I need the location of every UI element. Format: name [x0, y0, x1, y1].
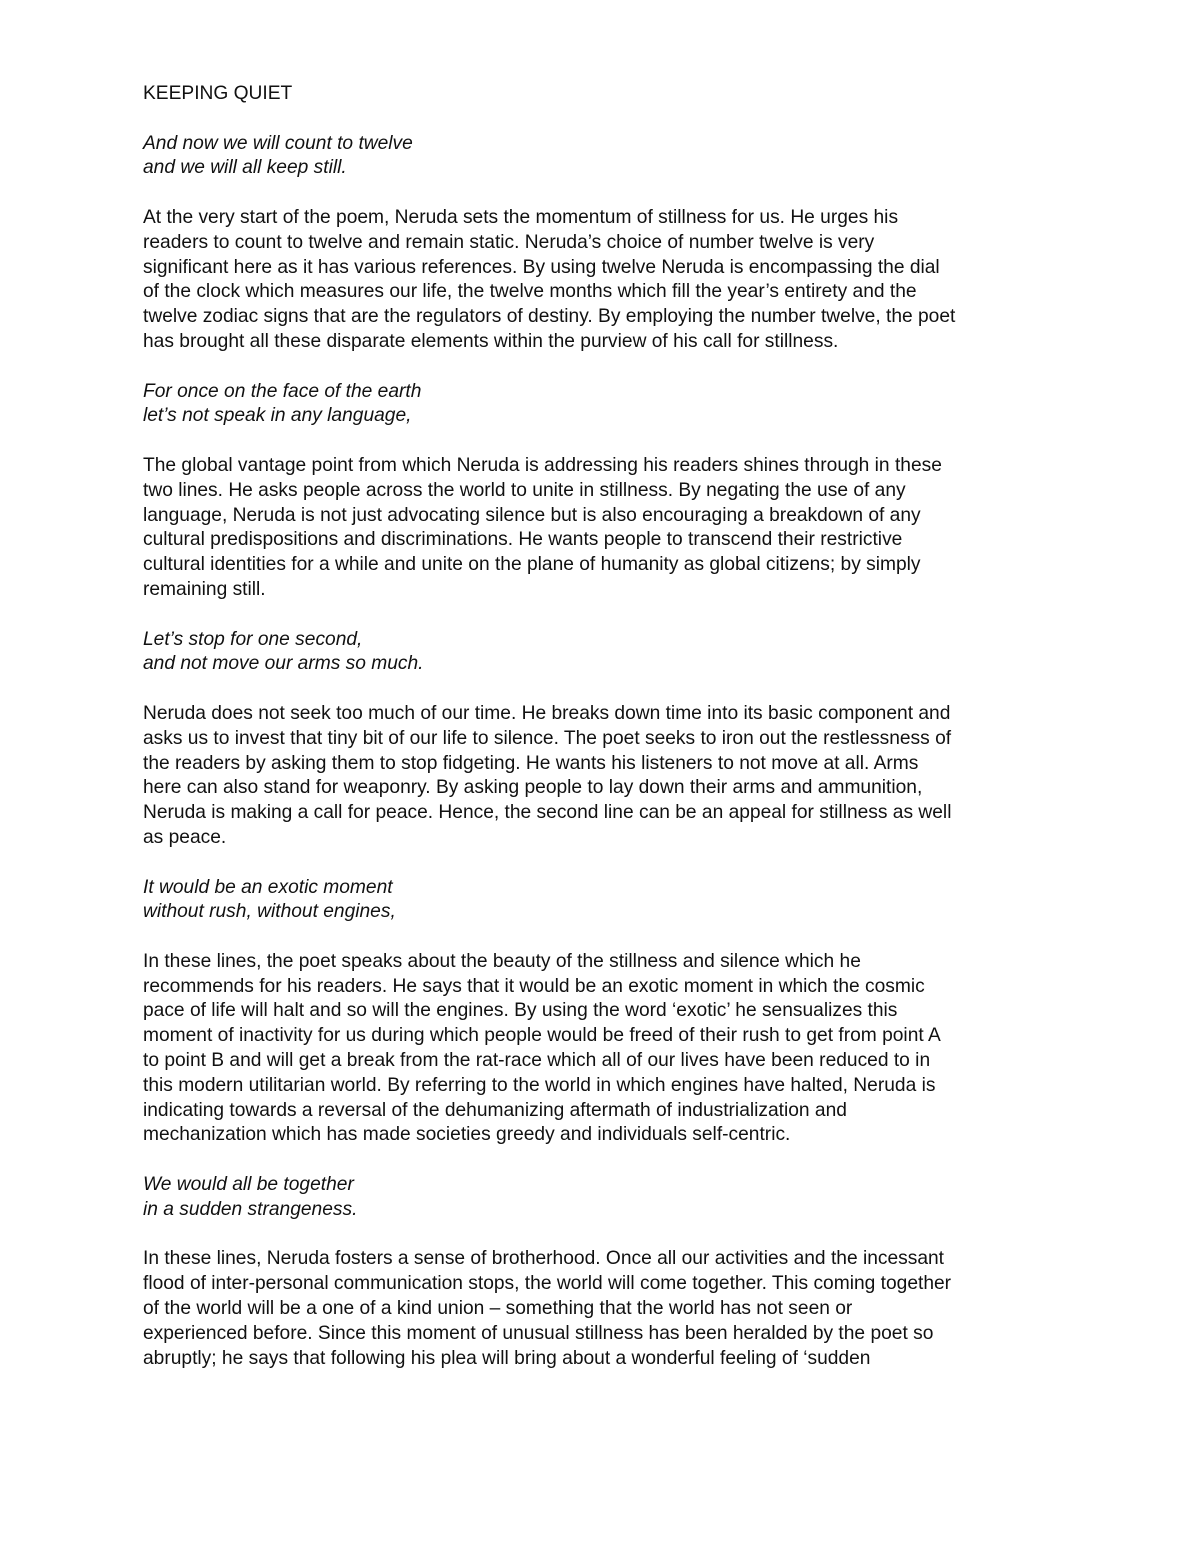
verse-line: For once on the face of the earth [143, 380, 422, 402]
text-line: of the clock which measures our life, the twelve months which fill the year’s entirety and the [143, 281, 917, 303]
text-line: cultural predispositions and discriminations. He wants people to transcend their restrictive [143, 529, 903, 551]
verse-line: Let’s stop for one second, [143, 628, 363, 650]
poem-excerpt [143, 628, 1068, 678]
text-line: At the very start of the poem, Neruda sets the momentum of stillness for us. He urges his [143, 206, 899, 228]
text-line: language, Neruda is not just advocating silence but is also encouraging a breakdown of any [143, 504, 921, 526]
text-line: abruptly; he says that following his plea will bring about a wonderful feeling of ‘sudden [143, 1347, 871, 1369]
text-line: In these lines, Neruda fosters a sense of brotherhood. Once all our activities and the incessant [143, 1248, 945, 1270]
verse-line: It would be an exotic moment [143, 876, 393, 898]
verse-line: We would all be together [143, 1174, 354, 1196]
text-line: mechanization which has made societies greedy and individuals self-centric. [143, 1124, 791, 1146]
text-line: twelve zodiac signs that are the regulators of destiny. By employing the number twelve, the poet [143, 306, 956, 328]
text-line: of the world will be a one of a kind union – something that the world has not seen or [143, 1298, 853, 1320]
verse-line: And now we will count to twelve [143, 132, 413, 154]
text-line: indicating towards a reversal of the dehumanizing aftermath of industrialization and [143, 1099, 847, 1121]
text-line: has brought all these disparate elements within the purview of his call for stillness. [143, 330, 839, 352]
text-line: Neruda is making a call for peace. Hence, the second line can be an appeal for stillness as well [143, 802, 952, 824]
verse-line: without rush, without engines, [143, 901, 396, 923]
text-line: experienced before. Since this moment of unusual stillness has been heralded by the poet so [143, 1322, 934, 1344]
text-line: significant here as it has various references. By using twelve Neruda is encompassing the dial [143, 256, 940, 278]
poem-excerpt [143, 380, 1068, 430]
commentary-paragraph [143, 454, 1068, 603]
poem-excerpt [143, 132, 1068, 182]
text-line: recommends for his readers. He says that it would be an exotic moment in which the cosmic [143, 975, 925, 997]
text-line: two lines. He asks people across the world to unite in stillness. By negating the use of any [143, 479, 906, 501]
verse-line: and we will all keep still. [143, 157, 347, 179]
text-line: moment of inactivity for us during which people would be freed of their rush to get from point A [143, 1025, 941, 1047]
commentary-paragraph [143, 950, 1068, 1148]
text-line: remaining still. [143, 578, 266, 600]
poem-excerpt [143, 1173, 1068, 1223]
commentary-paragraph [143, 1247, 1068, 1371]
text-line: pace of life will halt and so will the engines. By using the word ‘exotic’ he sensualizes this [143, 1000, 898, 1022]
text-line: the readers by asking them to stop fidgeting. He wants his listeners to not move at all. Arms [143, 752, 919, 774]
text-line: Neruda does not seek too much of our time. He breaks down time into its basic component and [143, 702, 951, 724]
document-page [143, 82, 1068, 1396]
verse-line: let’s not speak in any language, [143, 405, 412, 427]
document-title: KEEPING QUIET [143, 83, 293, 104]
text-line: flood of inter-personal communication stops, the world will come together. This coming together [143, 1273, 952, 1295]
text-line: The global vantage point from which Neruda is addressing his readers shines through in these [143, 454, 942, 476]
text-line: asks us to invest that tiny bit of our life to silence. The poet seeks to iron out the restlessness of [143, 727, 952, 749]
poem-excerpt [143, 876, 1068, 926]
text-line: In these lines, the poet speaks about the beauty of the stillness and silence which he [143, 950, 861, 972]
text-line: readers to count to twelve and remain static. Neruda’s choice of number twelve is very [143, 231, 875, 253]
text-line: this modern utilitarian world. By referring to the world in which engines have halted, Neruda is [143, 1074, 936, 1096]
verse-line: in a sudden strangeness. [143, 1198, 358, 1220]
text-line: here can also stand for weaponry. By asking people to lay down their arms and ammunition, [143, 777, 923, 799]
text-line: as peace. [143, 826, 227, 848]
commentary-paragraph [143, 702, 1068, 851]
verse-line: and not move our arms so much. [143, 653, 424, 675]
commentary-paragraph [143, 206, 1068, 355]
text-line: to point B and will get a break from the rat-race which all of our lives have been reduced to in [143, 1050, 931, 1072]
text-line: cultural identities for a while and unite on the plane of humanity as global citizens; by simply [143, 554, 921, 576]
